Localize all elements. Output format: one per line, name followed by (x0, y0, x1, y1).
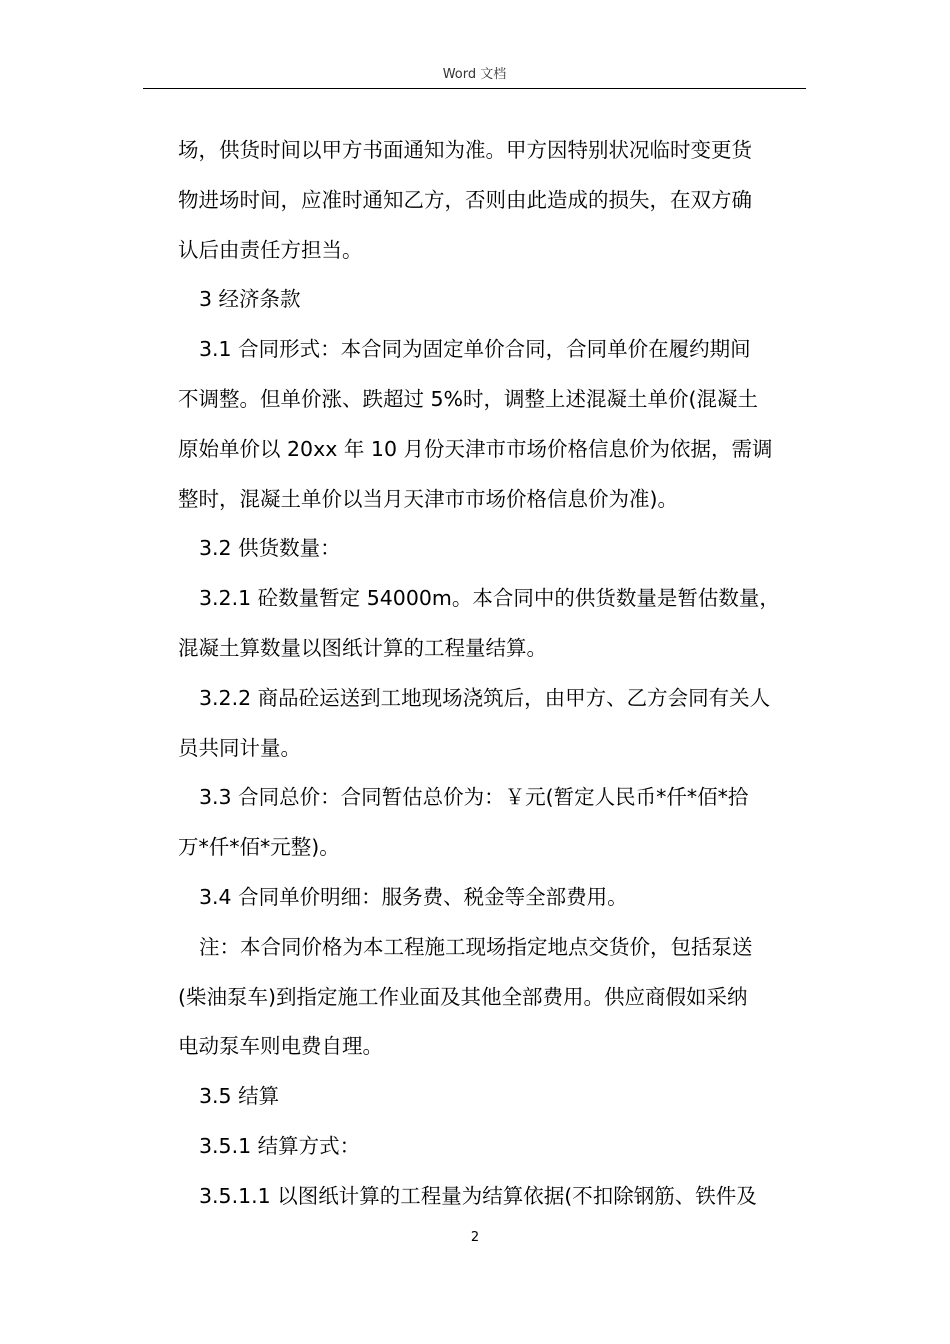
text-line: 3.2 供货数量： (199, 536, 341, 561)
text-line: 注：本合同价格为本工程施工现场指定地点交货价，包括泵送 (199, 934, 753, 959)
text-line: 场，供货时间以甲方书面通知为准。甲方因特别状况临时变更货 (178, 138, 752, 162)
text-line: 3.5.1.1 以图纸计算的工程量为结算依据(不扣除钢筋、铁件及 (199, 1183, 757, 1208)
text-line: (柴油泵车)到指定施工作业面及其他全部费用。供应商假如采纳 (178, 984, 748, 1009)
text-line: 电动泵车则电费自理。 (178, 1034, 383, 1059)
text-line: 混凝土算数量以图纸计算的工程量结算。 (178, 635, 547, 660)
text-line: 3.4 合同单价明细：服务费、税金等全部费用。 (199, 884, 628, 909)
text-line: 3 经济条款 (199, 287, 301, 312)
text-line: 物进场时间，应准时通知乙方，否则由此造成的损失，在双方确 (178, 187, 752, 212)
text-line: 不调整。但单价涨、跌超过 5%时，调整上述混凝土单价(混凝土 (178, 386, 759, 411)
text-line: 3.5.1 结算方式： (199, 1133, 361, 1158)
document-body (178, 126, 808, 1222)
text-line: 万*仟*佰*元整)。 (178, 835, 340, 860)
text-line: 认后由责任方担当。 (178, 237, 363, 262)
text-line: 3.5 结算 (199, 1084, 280, 1109)
text-line: 3.3 合同总价：合同暂估总价为：￥元(暂定人民币*仟*佰*拾 (199, 785, 749, 810)
text-line: 整时，混凝土单价以当月天津市市场价格信息价为准)。 (178, 486, 678, 511)
text-line: 3.1 合同形式：本合同为固定单价合同，合同单价在履约期间 (199, 337, 751, 362)
page-footer (0, 1229, 950, 1247)
text-line: 员共同计量。 (178, 735, 301, 760)
text-line: 原始单价以 20xx 年 10 月份天津市市场价格信息价为依据，需调 (178, 436, 773, 461)
header-title: Word 文档 (442, 67, 507, 82)
text-line: 3.2.1 砼数量暂定 54000m。本合同中的供货数量是暂估数量， (199, 586, 780, 611)
page-header (143, 66, 806, 84)
page-number: 2 (470, 1230, 480, 1245)
header-divider (143, 88, 806, 89)
text-line: 3.2.2 商品砼运送到工地现场浇筑后，由甲方、乙方会同有关人 (199, 685, 771, 710)
